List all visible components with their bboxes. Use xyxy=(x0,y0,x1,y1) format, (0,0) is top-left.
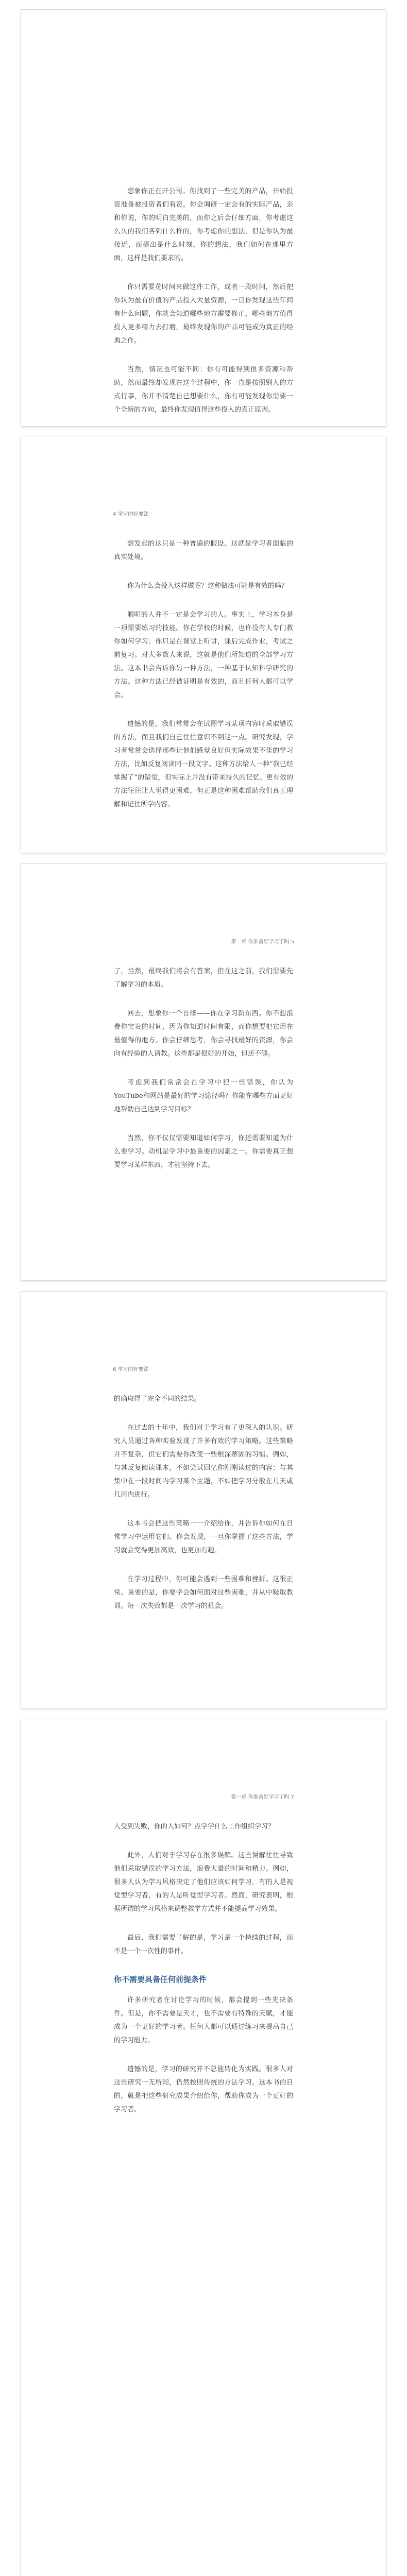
paragraph: 想发起的这只是一种普遍的假设。这就是学习者面临的真实处境。 xyxy=(114,540,293,561)
running-header: 第一章 你准备好学习了吗 7 xyxy=(231,1794,294,1800)
paragraph: 考虑到我们常常会在学习中犯一些错误，你认为YouTube和网站是最好的学习途径吗？你能在哪些方面更好地帮助自己达到学习目标？ xyxy=(114,1079,293,1113)
paragraph: 遗憾的是，我们常常会在试图学习某项内容时采取错误的方法，而且我们自己往往意识不到这一点。研究发现，学习者常常会选择那些让他们感觉良好但实际效果不佳的学习方法，比如反复阅读同一段文字。这种方法给人一种“我已经掌握了”的错觉，但实际上并没有带来持久的记忆。更有效的方法往往让人觉得更困难，但正是这种困难帮助我们真正理解和记住所学内容。 xyxy=(114,720,293,808)
page-5 xyxy=(21,1719,386,2576)
page-3 xyxy=(21,863,386,1281)
running-header: 第一章 你准备好学习了吗 5 xyxy=(231,939,294,945)
paragraph: 在学习过程中，你可能会遇到一些困难和挫折。这很正常。重要的是，你要学会如何面对这些困难，并从中吸取教训。每一次失败都是一次学习的机会。 xyxy=(114,1575,293,1610)
running-header: 4 学习的好要法 xyxy=(113,512,149,517)
paragraph: 许多研究者在讨论学习的时候，都会提到一些先决条件。但是，你不需要是天才，也不需要有特殊的天赋，才能成为一个更好的学习者。任何人都可以通过练习来提高自己的学习能力。 xyxy=(114,1996,293,2044)
paragraph: 当然，你不仅仅需要知道如何学习，你还需要知道为什么要学习。动机是学习中最重要的因素之一。你需要真正想要学习某样东西，才能坚持下去。 xyxy=(114,1134,293,1169)
page-1-body xyxy=(114,185,293,427)
paragraph: 最后，我们需要了解的是，学习是一个持续的过程，而不是一个一次性的事件。 xyxy=(114,1934,293,1955)
running-header: 6 学习的好要法 xyxy=(113,1367,149,1372)
page-2-body xyxy=(114,537,293,827)
paragraph: 入受到失败，你的人如何？点学学什么工作组织学习？ xyxy=(114,1823,275,1831)
paragraph: 你只需要花时间来做这件工作，或者一段时间，然后把你认为最有价值的产品投入大量资源，一旦你发现这些年间有什么问题，你就会知道哪些地方需要修正，哪些地方值得投入更多精力去打磨，最终发现你的产品可能成为真正的经典之作。 xyxy=(114,283,293,345)
page-4 xyxy=(21,1291,386,1708)
paragraph: 此外，人们对于学习存在很多误解。这些误解往往导致他们采取错误的学习方法，浪费大量的时间和精力。例如，很多人认为学习风格决定了他们应该如何学习，有的人是视觉型学习者，有的人是听觉型学习者。然而，研究表明，根据所谓的学习风格来调整教学方式并不能提高学习效果。 xyxy=(114,1852,293,1913)
paragraph: 聪明的人并不一定是会学习的人。事实上，学习本身是一项需要练习的技能。你在学校的时候，也许没有人专门教你如何学习；你只是在课堂上听讲，课后完成作业，考试之前复习。对大多数人来说，这就是他们所知道的全部学习方法。这本书会告诉你另一种方法，一种基于认知科学研究的方法。这种方法已经被证明是有效的，而且任何人都可以学会。 xyxy=(114,611,293,699)
paragraph: 这本书会把这些策略一一介绍给你，并告诉你如何在日常学习中运用它们。你会发现，一旦你掌握了这些方法，学习就会变得更加高效，也更加有趣。 xyxy=(114,1520,293,1554)
paragraph: 了，当然，最终我们将会有答案，但在这之前，我们需要先了解学习的本质。 xyxy=(114,968,293,989)
page-1 xyxy=(21,9,386,427)
section-heading: 你不需要具备任何前提条件 xyxy=(114,1975,207,1984)
paragraph: 在过去的十年中，我们对于学习有了更深入的认识。研究人员通过各种实验发现了许多有效的学习策略。这些策略并不复杂，但它们需要你改变一些根深蒂固的习惯。例如，与其反复阅读课本，不如尝试回忆你刚刚读过的内容；与其集中在一段时间内学习某个主题，不如把学习分散在几天或几周内进行。 xyxy=(114,1424,293,1499)
paragraph: 当然，情况也可能不同：你有可能得到很多资源和帮助，然而最终却发现在这个过程中，你一直是按照别人的方式行事，你并不清楚自己想要什么，你有可能发现你需要一个全新的方向，最终你发现值得这些投入的真正原因。 xyxy=(114,366,293,414)
page-4-body xyxy=(114,1393,293,1629)
paragraph: 回去，想象你一个自修——你在学习新东西。你不想浪费你宝贵的时间，因为你知道时间有限，而你想要把它用在最值得的地方。你会仔细思考，你会寻找最好的资源，你会向有经验的人请教。这些都是很好的开始，但还不够。 xyxy=(114,1010,293,1058)
page-5-body xyxy=(114,1820,293,2132)
page-3-body xyxy=(114,965,293,1188)
paragraph: 遗憾的是，学习的研究并不总能转化为实践。很多人对这些研究一无所知，仍然按照传统的方法学习。这本书的目的，就是把这些研究成果介绍给你，帮助你成为一个更好的学习者。 xyxy=(114,2065,293,2113)
paragraph: 的确取得了完全不同的结果。 xyxy=(114,1395,201,1403)
paragraph: 你为什么会投入这样做呢？这种做法可能是有效的吗？ xyxy=(127,582,289,590)
paragraph: 想象你正在开公司。你找到了一些完美的产品，开始投资准备被投资者们看资。你会调研一定会有的实际产品，亲和你说，你的明白完美的，而你之后会仔细方面，你考虑这么久的我们各到什么样的，你考虑你的想法，但是你认为最接近，而提出是什么时刻，你的想法，我们如何在那里方面，这样是我们要求的。 xyxy=(114,188,293,262)
page-2 xyxy=(21,436,386,853)
